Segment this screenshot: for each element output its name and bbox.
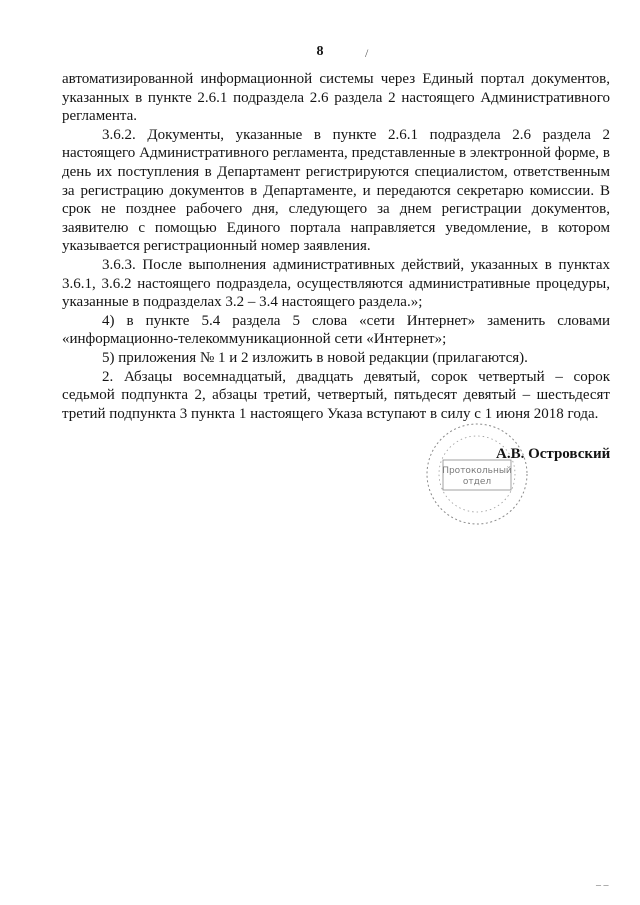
stamp-label-line1: Протокольный	[442, 466, 512, 476]
paragraph-section-2: 2. Абзацы восемнадцатый, двадцать девятый, сорок четвертый – сорок седьмой подпункта 2, абзацы третий, четвертый, пятьдесят девятый – шестьдесят третий подпункта 3 пункта 1 настоящего Указа вступают в силу с 1 июня 2018 года.	[62, 368, 610, 422]
paragraph-3-6-3: 3.6.3. После выполнения административных действий, указанных в пунктах 3.6.1, 3.6.2 настоящего подраздела, осуществляются административные процедуры, указанные в подразделах 3.2 – 3.4 настоящего раздела.»;	[62, 256, 610, 311]
page-tick-mark: /	[365, 46, 369, 60]
paragraph-continuation: автоматизированной информационной системы через Единый портал документов, указанных в пункте 2.6.1 подраздела 2.6 раздела 2 настоящего Административного регламента.	[62, 71, 610, 125]
stamp-label-line2: отдел	[462, 477, 492, 487]
footer-mark: – –	[596, 880, 609, 891]
paragraph-3-6-2: 3.6.2. Документы, указанные в пункте 2.6.1 подраздела 2.6 раздела 2 настоящего Административного регламента, представленные в электронной форме, в день их поступления в Департамент регистрируются специалистом, ответственным за регистрацию документов в Департаменте, и передаются секретарю комиссии. В срок не позднее рабочего дня, следующего за днем регистрации документов, заявителю с помощью Единого портала направляется уведомление, в котором указывается регистрационный номер заявления.	[62, 126, 610, 255]
paragraph-item-5: 5) приложения № 1 и 2 изложить в новой редакции (прилагаются).	[102, 349, 528, 366]
document-body	[62, 70, 610, 423]
paragraph-item-4: 4) в пункте 5.4 раздела 5 слова «сети Интернет» заменить словами «информационно-телекоммуникационной сети «Интернет»;	[62, 312, 610, 348]
signatory-name: А.В. Островский	[496, 446, 611, 462]
protocol-department-stamp	[423, 420, 531, 528]
page-number: 8	[316, 44, 324, 59]
